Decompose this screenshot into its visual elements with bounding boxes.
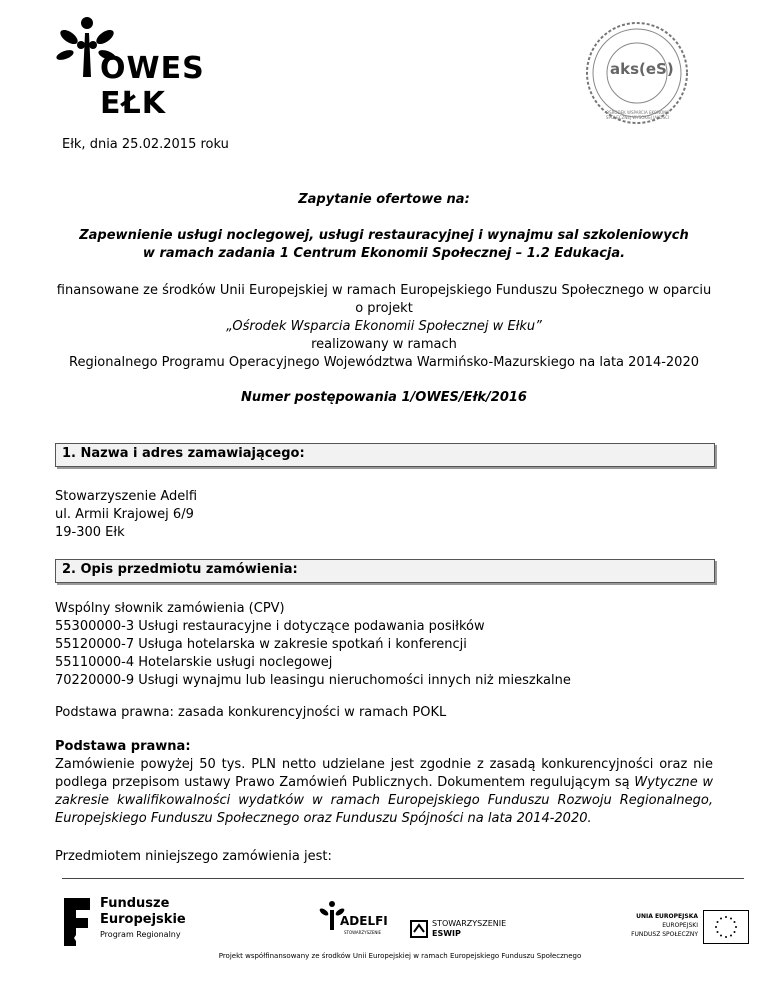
- legal-basis-plain: Podstawa prawna: zasada konkurencyjności w ramach POKL: [55, 705, 447, 720]
- adelfi-text: ADELFI: [340, 914, 388, 928]
- eu-text-block: [600, 912, 698, 939]
- address-line: Stowarzyszenie Adelfi: [55, 489, 198, 504]
- badge-center-text: aks(eS): [610, 60, 674, 78]
- legal-basis-paragraph: [55, 756, 713, 828]
- cpv-item: 55110000-4 Hotelarskie usługi noclegowej: [55, 655, 333, 670]
- eswip-logo: [410, 918, 520, 942]
- funding-line-2: o projekt: [355, 301, 413, 316]
- fe-logo: [60, 896, 200, 948]
- fe-line-1: Fundusze: [100, 896, 170, 911]
- fe-star-icon: [60, 896, 94, 948]
- legal-paragraph-text: Zamówienie powyżej 50 tys. PLN netto udzielane jest zgodnie z zasadą konkurencyjności oraz nie podlega przepisom ustawy Prawo Zamówień Publicznych. Dokumentem regulującym są: [55, 757, 713, 790]
- eu-stars-icon: [704, 911, 748, 943]
- cpv-item: 55300000-3 Usługi restauracyjne i dotyczące podawania posiłków: [55, 619, 485, 634]
- cofinance-note: Projekt współfinansowany ze środków Unii Europejskiej w ramach Europejskiego Funduszu Społecznego: [218, 952, 582, 960]
- section-2-header: [55, 559, 715, 583]
- eswip-icon: [410, 920, 428, 938]
- eu-flag: [703, 910, 749, 944]
- eswip-line-2: ESWIP: [432, 929, 461, 938]
- fe-line-3: Program Regionalny: [100, 930, 181, 939]
- address-block: [55, 488, 197, 542]
- guidelines-title: Wytyczne w zakresie kwalifikowalności wydatków w ramach Europejskiego Funduszu Rozwoju Regionalnego, Europejskiego Funduszu Społecznego oraz Funduszu Spójności na lata 2014-2020.: [55, 775, 713, 826]
- eswip-line-1: STOWARZYSZENIE: [432, 919, 507, 928]
- cpv-list: [55, 600, 571, 690]
- owes-logo: [55, 15, 275, 121]
- subject-line-2: w ramach zadania 1 Centrum Ekonomii Społecznej – 1.2 Edukacja.: [142, 246, 626, 261]
- adelfi-sub: STOWARZYSZENIE: [344, 930, 382, 935]
- funding-line-5: Regionalnego Programu Operacyjnego Województwa Warmińsko-Mazurskiego na lata 2014-2020: [69, 355, 699, 370]
- subject-intro: Przedmiotem niniejszego zamówienia jest:: [55, 849, 332, 864]
- cpv-item: 55120000-7 Usługa hotelarska w zakresie spotkań i konferencji: [55, 637, 467, 652]
- doc-title: Zapytanie ofertowe na:: [298, 192, 470, 207]
- akses-badge: [580, 18, 695, 128]
- fe-line-2: Europejskie: [100, 912, 186, 927]
- subject-line-1: Zapewnienie usługi noclegowej, usługi restauracyjnej i wynajmu sal szkoleniowych: [79, 228, 689, 243]
- case-number: Numer postępowania 1/OWES/Ełk/2016: [241, 390, 527, 405]
- eu-line-1: UNIA EUROPEJSKA: [636, 913, 698, 920]
- eu-line-2: EUROPEJSKI: [662, 922, 698, 929]
- address-line: ul. Armii Krajowej 6/9: [55, 507, 194, 522]
- address-line: 19-300 Ełk: [55, 525, 125, 540]
- section-1-header: [55, 443, 715, 467]
- eu-line-3: FUNDUSZ SPOŁECZNY: [631, 931, 698, 938]
- cpv-item: 70220000-9 Usługi wynajmu lub leasingu nieruchomości innych niż mieszkalne: [55, 673, 571, 688]
- funding-line-1: finansowane ze środków Unii Europejskiej w ramach Europejskiego Funduszu Społecznego w oparciu: [56, 283, 712, 298]
- cpv-heading: Wspólny słownik zamówienia (CPV): [55, 601, 285, 616]
- section-2-title: 2. Opis przedmiotu zamówienia:: [62, 562, 298, 577]
- adelfi-logo: [318, 900, 398, 940]
- badge-ring-text: OŚRODEK WSPARCIA EKONOMII SPOŁECZNEJ WYSOKIEJ JAKOŚCI: [605, 110, 670, 120]
- date-line: Ełk, dnia 25.02.2015 roku: [62, 137, 229, 152]
- legal-basis-heading: Podstawa prawna:: [55, 739, 191, 754]
- funding-line-4: realizowany w ramach: [311, 337, 457, 352]
- section-1-title: 1. Nazwa i adres zamawiającego:: [62, 446, 305, 461]
- footer-divider: [62, 878, 744, 879]
- funding-project-name: „Ośrodek Wsparcia Ekonomii Społecznej w Ełku”: [226, 319, 542, 334]
- logo-text: OWES EŁK: [100, 51, 205, 121]
